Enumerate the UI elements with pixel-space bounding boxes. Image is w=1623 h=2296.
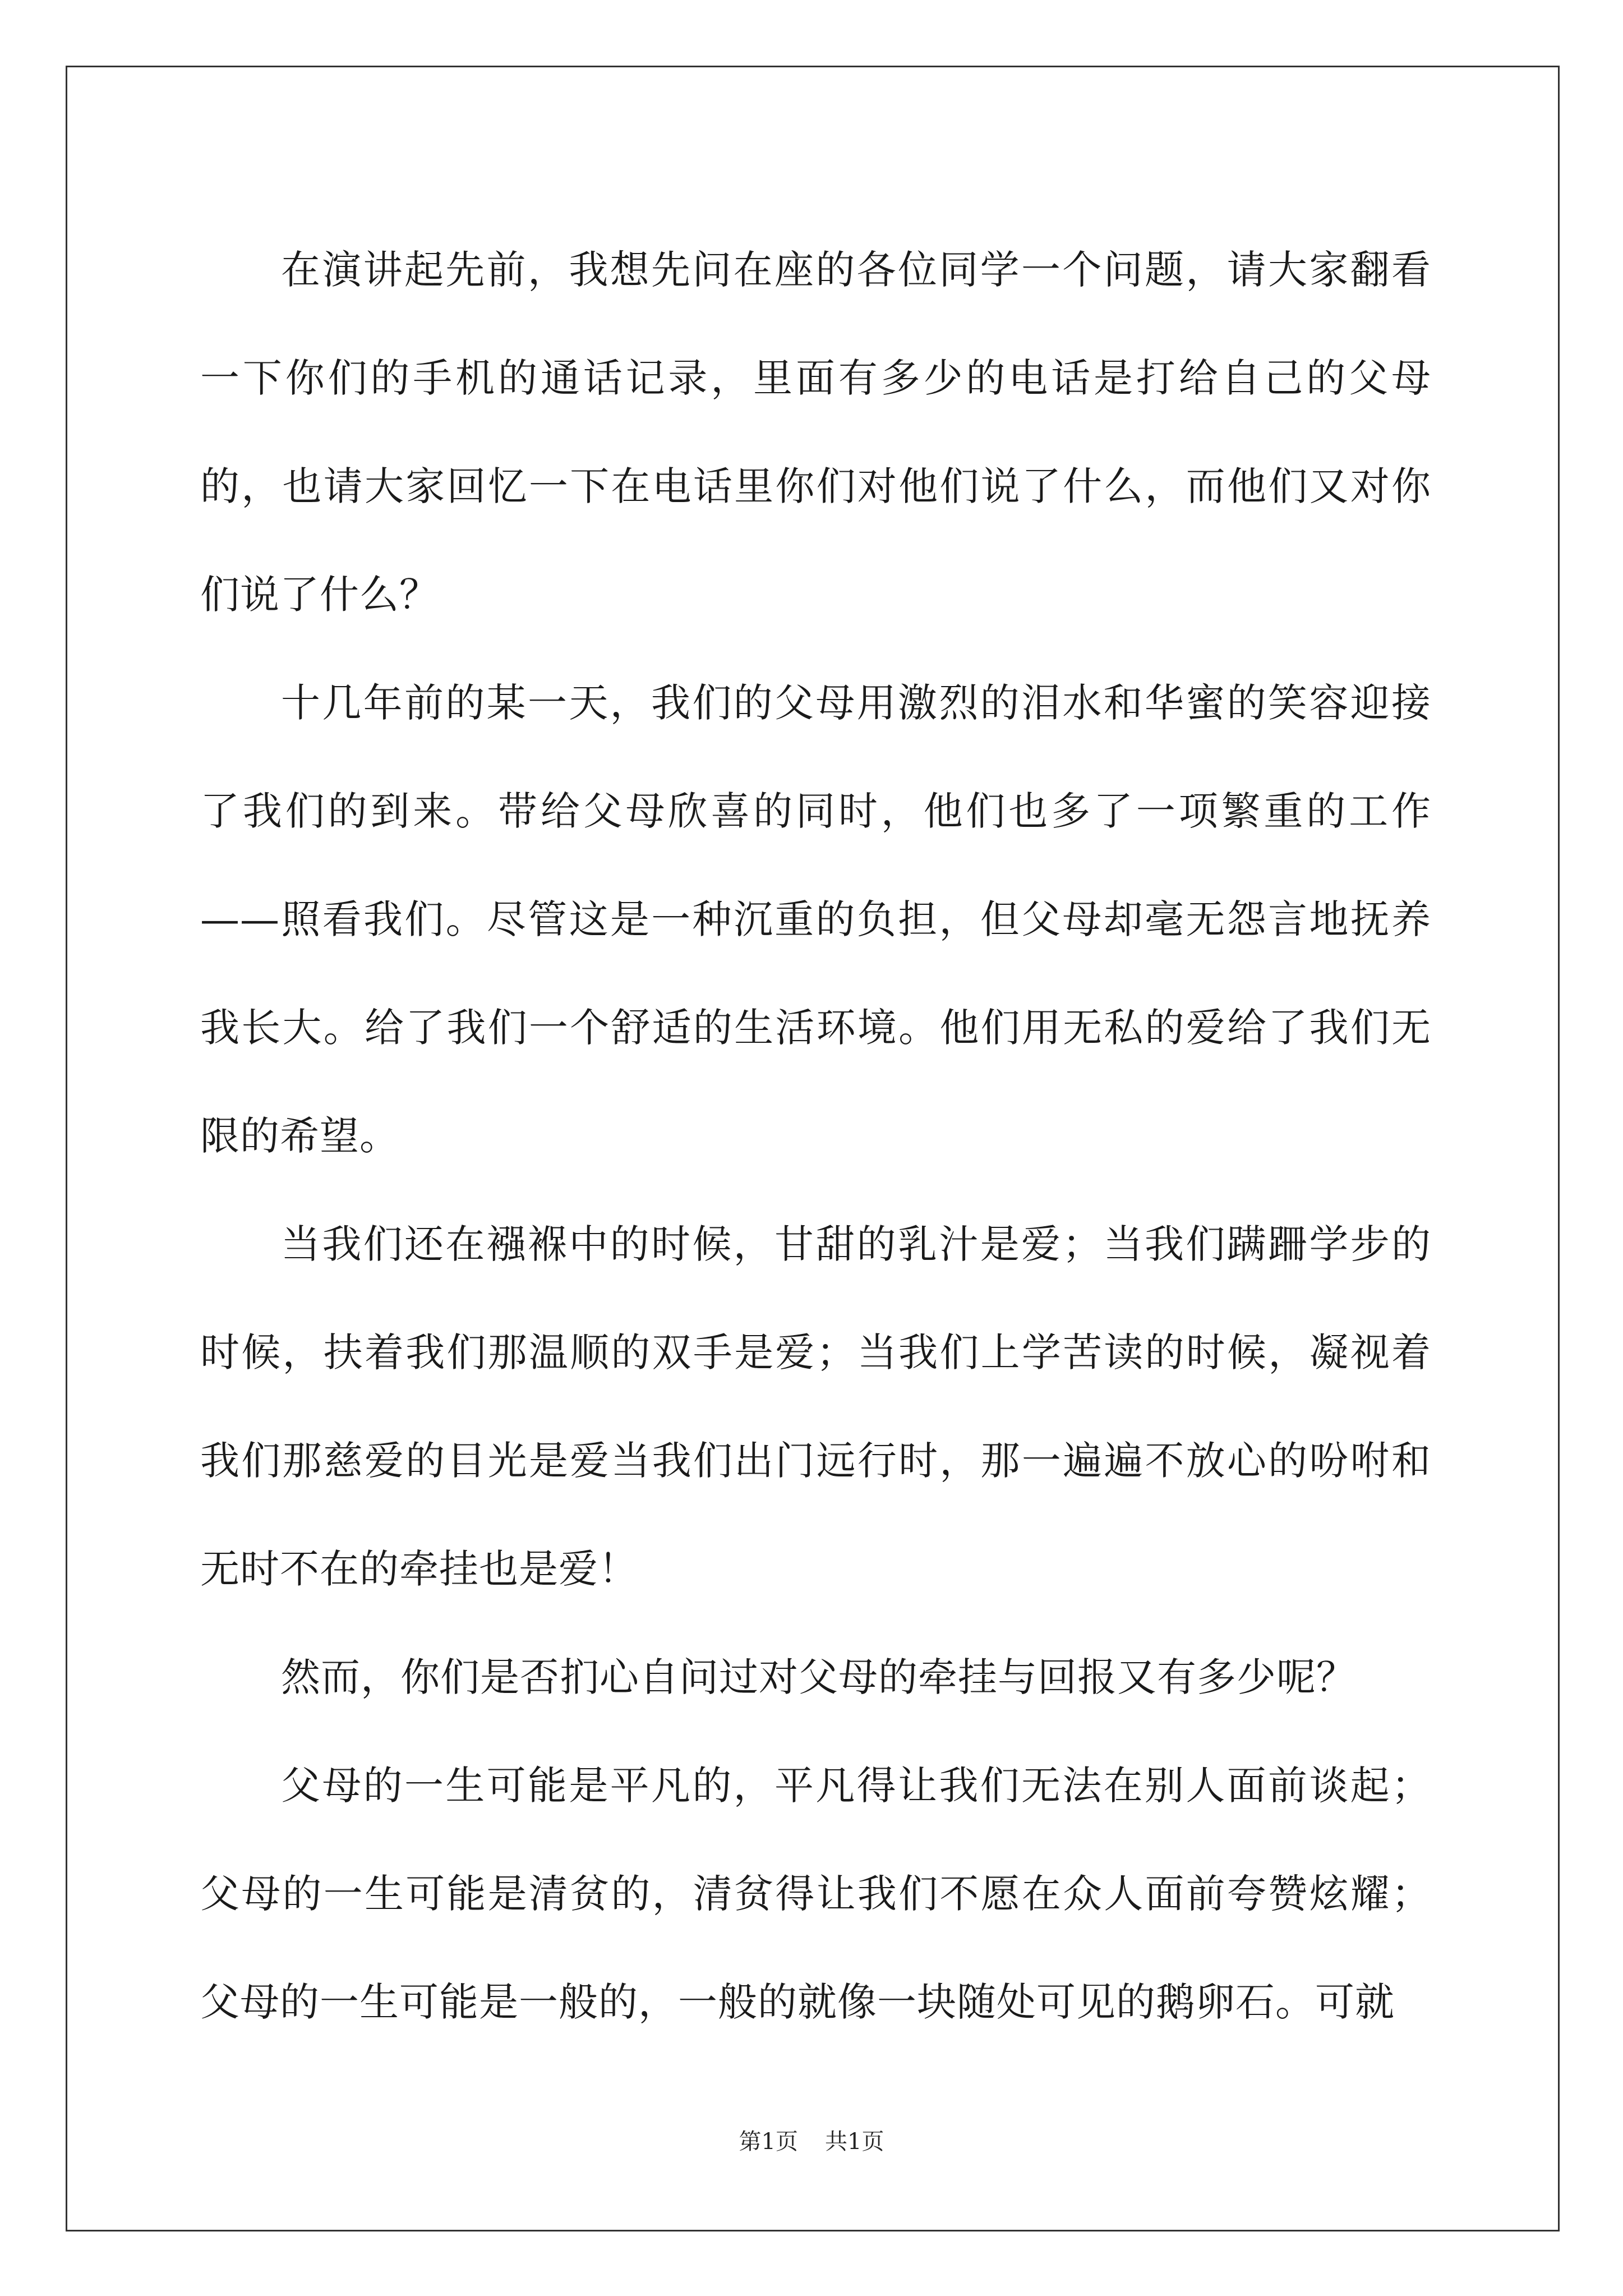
paragraph-4: 然而，你们是否扪心自问过对父母的牵挂与回报又有多少呢？ [281,1654,1356,1700]
page-number-total: 共1页 [825,2129,884,2155]
page-number-current: 第1页 [739,2129,798,2155]
paragraph-3: 当我们还在襁褓中的时候，甘甜的乳汁是爱；当我们蹒跚学步的时候，扶着我们那温顺的双手是爱；当我们上学苦读的时候，凝视着我们那慈爱的目光是爱当我们出门远行时，那一遍遍不放心的吩咐和无时不在的牵挂也是爱！ [200,1221,1431,1592]
document-body [200,216,1431,2056]
paragraph-5: 父母的一生可能是平凡的，平凡得让我们无法在别人面前谈起；父母的一生可能是清贫的，清贫得让我们不愿在众人面前夸赞炫耀；父母的一生可能是一般的，一般的就像一块随处可见的鹅卵石。可就 [200,1763,1431,2025]
paragraph-1: 在演讲起先前，我想先问在座的各位同学一个问题，请大家翻看一下你们的手机的通话记录，里面有多少的电话是打给自己的父母的，也请大家回忆一下在电话里你们对他们说了什么，而他们又对你们说了什么？ [200,247,1431,618]
paragraph-2: 十几年前的某一天，我们的父母用激烈的泪水和华蜜的笑容迎接了我们的到来。带给父母欣喜的同时，他们也多了一项繁重的工作——照看我们。尽管这是一种沉重的负担，但父母却毫无怨言地抚养我长大。给了我们一个舒适的生活环境。他们用无私的爱给了我们无限的希望。 [200,680,1431,1159]
page-footer [0,2125,1623,2159]
